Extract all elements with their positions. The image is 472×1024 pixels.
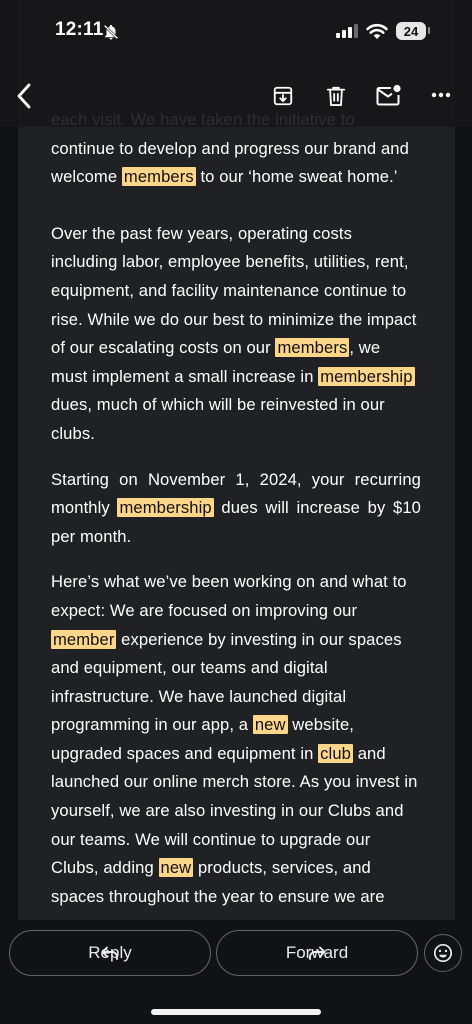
reply-button[interactable] [9, 930, 211, 976]
email-text-segment: to our ‘home sweat home.’ [195, 167, 398, 187]
status-bar [0, 0, 472, 62]
forward-label: Forward [285, 943, 349, 962]
more-options-icon[interactable] [426, 82, 456, 108]
email-text-segment: products, services, and spaces throughout the year to ensure we are [51, 858, 385, 906]
trash-icon[interactable] [320, 81, 352, 111]
top-bar-overlay [0, 0, 472, 127]
silent-bell-icon [101, 22, 121, 42]
mark-unread-icon[interactable] [372, 80, 406, 110]
reply-arrow-icon [101, 946, 119, 960]
back-arrow-icon[interactable] [6, 80, 42, 112]
email-text-segment: Over the past few years, operating costs including labor, employee benefits, utilities, rent, equipment, and facility maintenance continue to rise. While we do our best to minimize the impact of our escalating costs on our [51, 223, 417, 358]
search-highlight: membership [320, 366, 413, 386]
wifi-icon [365, 21, 389, 41]
search-highlight: club [320, 743, 351, 763]
email-text-segment: experience by investing in our spaces and equipment, our teams and digital infrastructure. We have launched digital programming in our app, a [51, 629, 402, 735]
email-content-card [18, 0, 455, 920]
battery-level: 24 [396, 22, 426, 40]
email-paragraph-3 [51, 466, 421, 552]
email-paragraph-4 [51, 568, 421, 911]
email-text-segment: dues, much of which will be reinvested in our clubs. [51, 395, 385, 443]
emoji-icon [433, 943, 453, 963]
bottom-action-bar [0, 920, 472, 1024]
email-text-segment: website, upgraded spaces and equipment in [51, 715, 354, 763]
email-text-segment: continue to develop and progress our brand and welcome [51, 138, 409, 187]
emoji-reaction-button[interactable] [424, 934, 462, 972]
search-highlight: members [277, 338, 348, 358]
search-highlight: new [160, 858, 192, 878]
search-highlight: membership [119, 498, 212, 518]
email-text-segment: Here’s what we’ve been working on and what to expect: We are focused on improving our [51, 572, 407, 620]
email-text-segment: and launched our online merch store. As you invest in yourself, we are also investing in our Clubs and our teams. We will continue to upgrade our Clubs, adding [51, 743, 418, 878]
email-text-segment: dues will increase by $10 per month. [51, 498, 421, 546]
search-highlight: new [254, 715, 286, 735]
email-body [51, 106, 421, 920]
battery-nub [428, 27, 430, 34]
status-time: 12:11 [55, 19, 104, 40]
forward-button[interactable] [216, 930, 418, 976]
email-paragraph-2 [51, 220, 421, 449]
search-highlight: member [53, 629, 115, 649]
email-text-segment: Starting on November 1, 2024, your recurring monthly [51, 469, 421, 518]
email-text-segment: , we must implement a small increase in [51, 338, 381, 386]
reply-label: Reply [88, 943, 132, 962]
archive-icon[interactable] [267, 81, 299, 111]
home-indicator[interactable] [151, 1009, 321, 1015]
search-highlight: members [123, 167, 194, 187]
forward-arrow-icon [308, 946, 326, 960]
cellular-signal-icon [334, 23, 360, 39]
